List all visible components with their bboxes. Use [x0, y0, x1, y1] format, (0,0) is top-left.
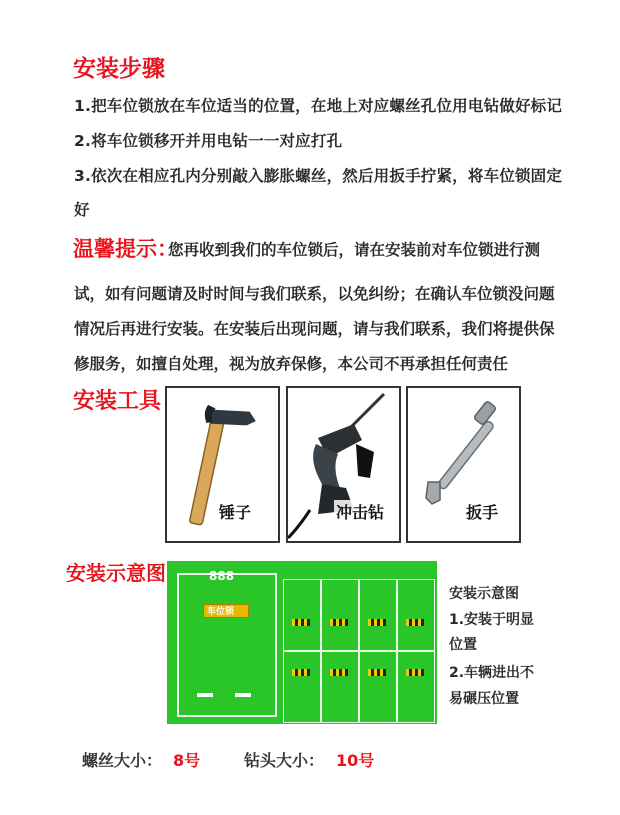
slot-bottom-2: [321, 651, 359, 723]
tip-line-3: 情况后再进行安装。在安装后出现问题，请与我们联系，我们将提供保: [74, 320, 555, 338]
lock-stripe: [330, 669, 348, 676]
lock-stripe: [406, 669, 424, 676]
step-line-2: 2.将车位锁移开并用电钻一一对应打孔: [74, 132, 343, 150]
big-parking-slot: [177, 573, 277, 717]
lock-stripe: [292, 669, 310, 676]
tool-label-drill: 冲击钻: [334, 500, 386, 523]
tip-line-1: 您再收到我们的车位锁后，请在安装前对车位锁进行测: [168, 241, 541, 259]
drill-size-value: 10号: [336, 751, 375, 770]
slot-top-3: [359, 579, 397, 651]
tool-drill: [286, 386, 401, 543]
lock-stripe: [292, 619, 310, 626]
tip-line-2: 试，如有问题请及时时间与我们联系，以免纠纷；在确认车位锁没问题: [74, 285, 555, 303]
lock-stripe: [368, 669, 386, 676]
diagram-side-line-4: 2.车辆进出不: [449, 665, 535, 681]
wheel-stop-left: [197, 693, 213, 697]
tip-line-4: 修服务，如擅自处理，视为放弃保修，本公司不再承担任何责任: [74, 355, 509, 373]
slot-bottom-3: [359, 651, 397, 723]
slot-bottom-1: [283, 651, 321, 723]
diagram-side-line-3: 位置: [449, 637, 477, 653]
tool-label-hammer: 锤子: [217, 500, 253, 523]
diagram-side-line-5: 易碾压位置: [449, 691, 519, 707]
lock-label: 车位锁: [207, 607, 235, 617]
step-line-4: 好: [74, 201, 90, 219]
big-slot-number: 888: [209, 569, 235, 583]
wheel-stop-right: [235, 693, 251, 697]
diagram-title: 安装示意图: [66, 561, 166, 585]
step-line-1: 1.把车位锁放在车位适当的位置，在地上对应螺丝孔位用电钻做好标记: [74, 97, 563, 115]
lock-stripe: [406, 619, 424, 626]
tool-hammer: [165, 386, 280, 543]
lock-stripe: [330, 619, 348, 626]
slot-bottom-4: [397, 651, 435, 723]
screw-size-label: 螺丝大小：: [82, 751, 163, 770]
drill-size-label: 钻头大小：: [244, 751, 325, 770]
tool-wrench: [406, 386, 521, 543]
slot-top-2: [321, 579, 359, 651]
diagram-side-line-1: 安装示意图: [449, 586, 519, 602]
step-line-3: 3.依次在相应孔内分别敲入膨胀螺丝，然后用扳手拧紧，将车位锁固定: [74, 167, 563, 185]
tip-title: 温馨提示：: [73, 237, 178, 261]
parking-diagram: [167, 561, 437, 724]
slot-top-1: [283, 579, 321, 651]
steps-title: 安装步骤: [73, 56, 165, 82]
screw-size-value: 8号: [173, 751, 201, 770]
lock-stripe: [368, 619, 386, 626]
slot-top-4: [397, 579, 435, 651]
tool-label-wrench: 扳手: [464, 500, 500, 523]
diagram-side-line-2: 1.安装于明显: [449, 612, 535, 628]
tools-title: 安装工具: [73, 389, 162, 414]
